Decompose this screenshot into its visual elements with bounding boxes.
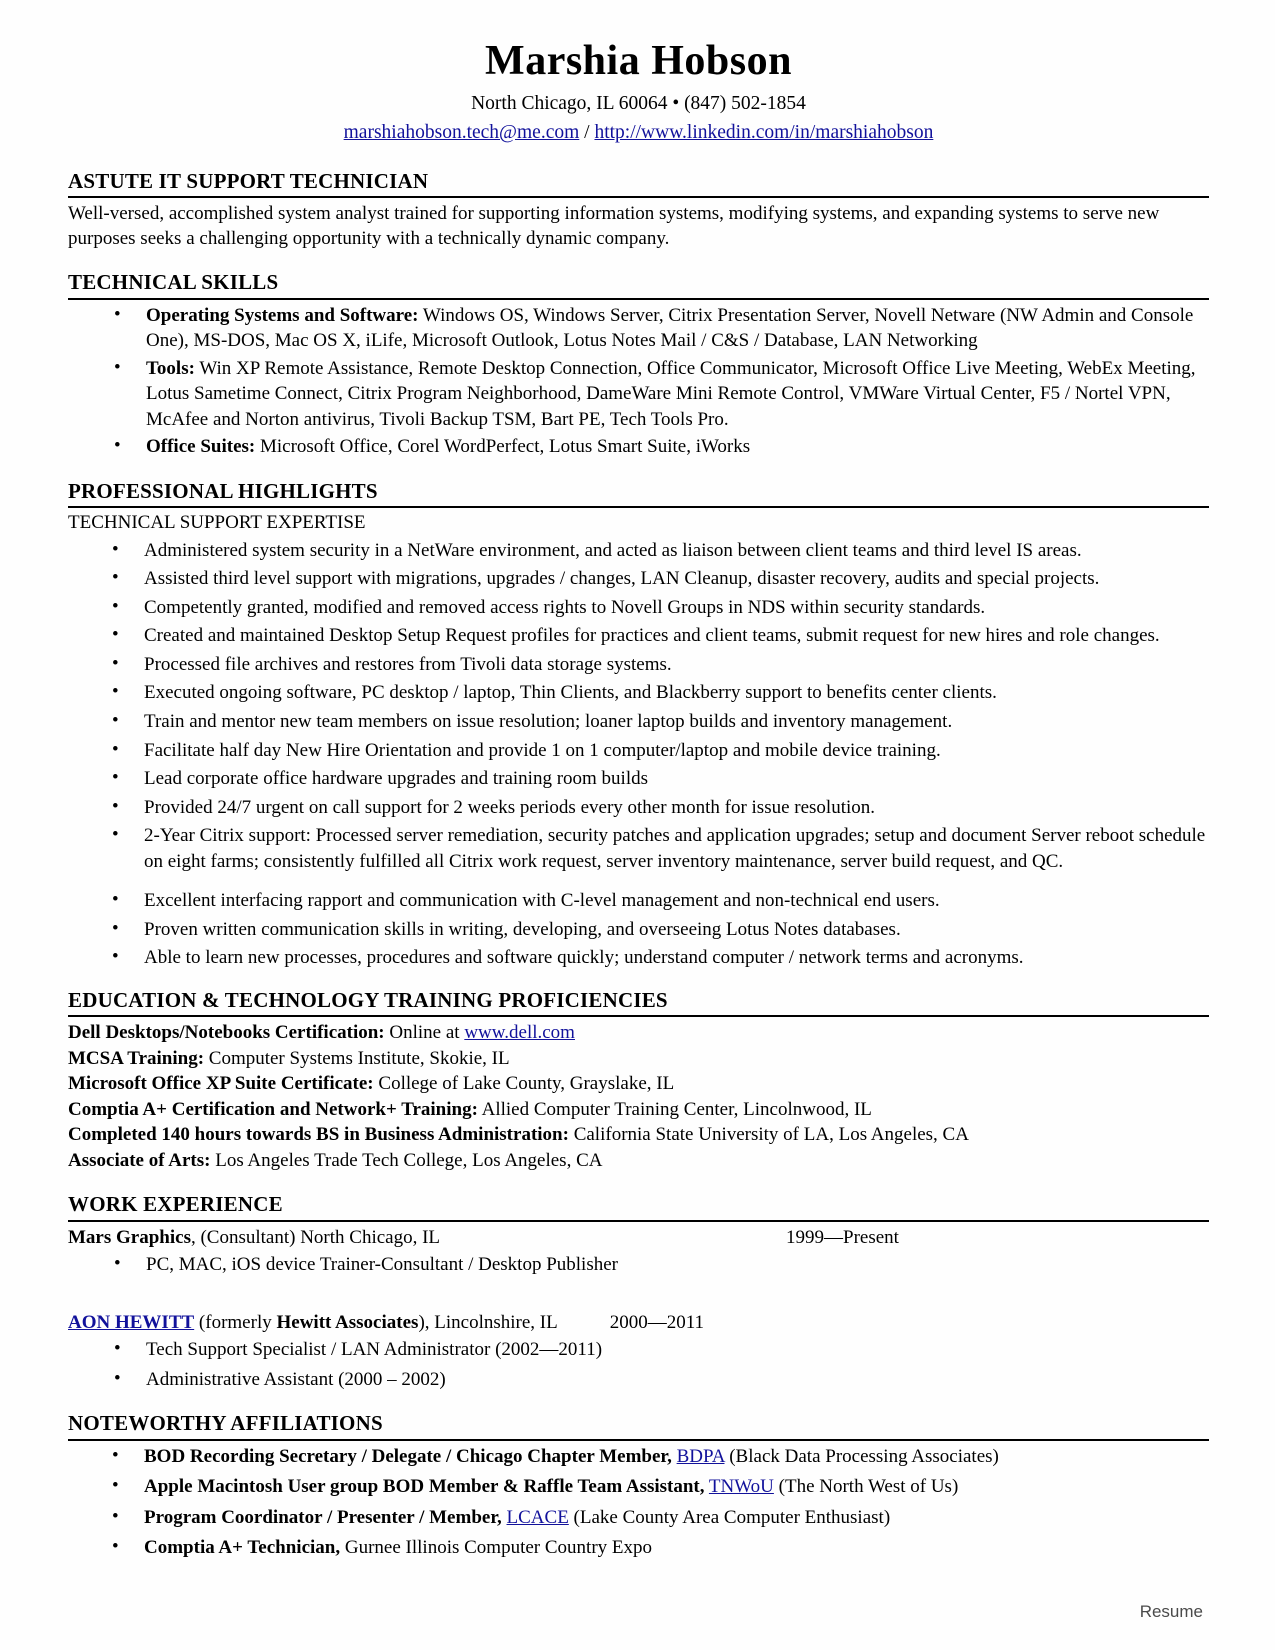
affiliation-role: BOD Recording Secretary / Delegate / Chicago Chapter Member, (144, 1445, 672, 1467)
education-label: Completed 140 hours towards BS in Business Administration: (68, 1124, 569, 1146)
highlights-subheading: TECHNICAL SUPPORT EXPERTISE (68, 512, 366, 534)
list-item: • Lead corporate office hardware upgrades and training room builds (68, 766, 1209, 792)
section-affiliations (68, 1411, 1209, 1560)
job-bullets (68, 1337, 1209, 1392)
section-heading-education: EDUCATION & TECHNOLOGY TRAINING PROFICIENCIES (68, 987, 668, 1012)
professional-highlights-list (68, 538, 1209, 971)
section-heading-affiliations: NOTEWORTHY AFFILIATIONS (68, 1411, 383, 1436)
list-item: • PC, MAC, iOS device Trainer-Consultant / Desktop Publisher (68, 1252, 1209, 1278)
education-entry (68, 1148, 1209, 1174)
section-education (68, 988, 1209, 1173)
education-entry (68, 1071, 1209, 1097)
list-item: • Facilitate half day New Hire Orientation and provide 1 on 1 computer/laptop and mobile device training. (68, 738, 1209, 764)
skill-label: Office Suites: (146, 436, 256, 458)
list-item (68, 1474, 1209, 1500)
bdpa-link[interactable]: BDPA (676, 1445, 725, 1467)
skill-text: Windows OS, Windows Server, Citrix Presentation Server, Novell Netware (NW Admin and Console One), MS-DOS, Mac OS X, iLife, Microsoft Outlook, Lotus Notes Mail / C&S / Database, LAN Networking (146, 304, 1194, 352)
education-entry (68, 1046, 1209, 1072)
affiliation-role: Comptia A+ Technician, (144, 1537, 341, 1559)
affiliation-detail: (Black Data Processing Associates) (729, 1445, 999, 1467)
job-company: Mars Graphics (68, 1226, 191, 1248)
affiliations-list (68, 1444, 1209, 1561)
education-entry (68, 1122, 1209, 1148)
lcace-link[interactable]: LCACE (506, 1506, 569, 1528)
section-objective (68, 169, 1209, 252)
affiliation-detail: (Lake County Area Computer Enthusiast) (573, 1506, 891, 1528)
objective-text: Well-versed, accomplished system analyst trained for supporting information systems, modifying systems, and expanding systems to serve new purposes seeks a challenging opportunity with a technically dynamic company. (68, 202, 1160, 250)
email-link[interactable]: marshiahobson.tech@me.com (343, 122, 580, 144)
education-text: California State University of LA, Los Angeles, CA (568, 1124, 969, 1146)
affiliation-role: Apple Macintosh User group BOD Member & Raffle Team Assistant, (144, 1476, 705, 1498)
education-label: Comptia A+ Certification and Network+ Training: (68, 1098, 478, 1120)
education-entry (68, 1097, 1209, 1123)
job-detail-post: ), Lincolnshire, IL (418, 1311, 558, 1333)
education-entry (68, 1020, 1209, 1046)
section-technical-skills (68, 270, 1209, 459)
section-heading-work-experience: WORK EXPERIENCE (68, 1192, 283, 1217)
resume-header (68, 38, 1209, 147)
list-item: • Assisted third level support with migrations, upgrades / changes, LAN Cleanup, disaster recovery, audits and special projects. (68, 566, 1209, 592)
list-item: • Executed ongoing software, PC desktop / laptop, Thin Clients, and Blackberry support to benefits center clients. (68, 680, 1209, 706)
job-bullets (68, 1252, 1209, 1278)
list-item (68, 1444, 1209, 1470)
job-detail: , (Consultant) North Chicago, IL (190, 1226, 441, 1248)
list-item (68, 356, 1209, 433)
job-detail-pre: (formerly (194, 1311, 277, 1333)
education-text: Los Angeles Trade Tech College, Los Angeles, CA (210, 1149, 603, 1171)
skill-label: Tools: (146, 357, 195, 379)
footer-watermark: Resume (1139, 1602, 1203, 1621)
list-item: • Created and maintained Desktop Setup Request profiles for practices and client teams, submit request for new hires and role changes. (68, 623, 1209, 649)
linkedin-link[interactable]: http://www.linkedin.com/in/marshiahobson (594, 122, 934, 144)
education-label: Associate of Arts: (68, 1149, 211, 1171)
tnwou-link[interactable]: TNWoU (708, 1476, 774, 1498)
list-item: • Administrative Assistant (2000 – 2002) (68, 1367, 1209, 1393)
link-separator: / (579, 122, 595, 144)
education-text: College of Lake County, Grayslake, IL (373, 1073, 675, 1095)
list-item: • Able to learn new processes, procedures and software quickly; understand computer / network terms and acronyms. (68, 945, 1209, 971)
list-item: • Processed file archives and restores from Tivoli data storage systems. (68, 652, 1209, 678)
job-header (68, 1310, 1209, 1336)
section-rule (68, 1439, 1209, 1441)
list-item (68, 1505, 1209, 1531)
education-label: Microsoft Office XP Suite Certificate: (68, 1073, 374, 1095)
affiliation-role: Program Coordinator / Presenter / Member, (144, 1506, 502, 1528)
list-item: • Train and mentor new team members on issue resolution; loaner laptop builds and inventory management. (68, 709, 1209, 735)
section-heading-technical-skills: TECHNICAL SKILLS (68, 270, 279, 295)
section-rule (68, 1220, 1209, 1222)
section-rule (68, 298, 1209, 300)
list-item: • Proven written communication skills in writing, developing, and overseeing Lotus Notes databases. (68, 917, 1209, 943)
job-former-name: Hewitt Associates (276, 1311, 419, 1333)
education-text: Allied Computer Training Center, Lincolnwood, IL (477, 1098, 872, 1120)
job-spacer (68, 1282, 1209, 1308)
aon-hewitt-link[interactable]: AON HEWITT (68, 1311, 195, 1333)
section-rule (68, 196, 1209, 198)
section-heading-professional-highlights: PROFESSIONAL HIGHLIGHTS (68, 478, 378, 503)
education-text: Online at (384, 1022, 465, 1044)
list-item (68, 303, 1209, 354)
job-header (68, 1225, 1209, 1251)
education-label: MCSA Training: (68, 1047, 205, 1069)
dell-website-link[interactable]: www.dell.com (464, 1022, 575, 1044)
section-work-experience (68, 1192, 1209, 1392)
affiliation-detail: Gurnee Illinois Computer Country Expo (344, 1537, 653, 1559)
list-item: • 2-Year Citrix support: Processed server remediation, security patches and application upgrades; setup and document Server reboot schedule on eight farms; consistently fulfilled all Citrix work request, server inventory maintenance, server build request, and QC. (68, 823, 1209, 874)
section-professional-highlights (68, 479, 1209, 971)
job-dates: 2000—2011 (609, 1311, 705, 1333)
list-item (68, 434, 1209, 460)
skill-text: Microsoft Office, Corel WordPerfect, Lotus Smart Suite, iWorks (255, 436, 751, 458)
header-links (68, 119, 1209, 146)
education-text: Computer Systems Institute, Skokie, IL (204, 1047, 510, 1069)
list-item (68, 1535, 1209, 1561)
list-item: • Tech Support Specialist / LAN Administrator (2002—2011) (68, 1337, 1209, 1363)
education-label: Dell Desktops/Notebooks Certification: (68, 1022, 385, 1044)
affiliation-detail: (The North West of Us) (778, 1476, 959, 1498)
technical-skills-list (68, 303, 1209, 460)
section-heading-objective: ASTUTE IT SUPPORT TECHNICIAN (68, 168, 429, 193)
list-item: • Provided 24/7 urgent on call support for 2 weeks periods every other month for issue resolution. (68, 795, 1209, 821)
list-item: • Competently granted, modified and removed access rights to Novell Groups in NDS within security standards. (68, 595, 1209, 621)
section-rule (68, 506, 1209, 508)
list-item: • Excellent interfacing rapport and communication with C-level management and non-technical end users. (68, 888, 1209, 914)
job-dates: 1999—Present (786, 1226, 899, 1248)
list-item: • Administered system security in a NetWare environment, and acted as liaison between client teams and third level IS areas. (68, 538, 1209, 564)
section-rule (68, 1015, 1209, 1017)
contact-line: North Chicago, IL 60064 • (847) 502-1854 (471, 93, 806, 115)
candidate-name: Marshia Hobson (485, 38, 792, 84)
skill-text: Win XP Remote Assistance, Remote Desktop Connection, Office Communicator, Microsoft Office Live Meeting, WebEx Meeting, Lotus Sametime Connect, Citrix Program Neighborhood, DameWare Mini Remote Control, VMWare Virtual Center, F5 / Nortel VPN, McAfee and Norton antivirus, Tivoli Backup TSM, Bart PE, Tech Tools Pro. (146, 357, 1196, 430)
skill-label: Operating Systems and Software: (146, 304, 419, 326)
